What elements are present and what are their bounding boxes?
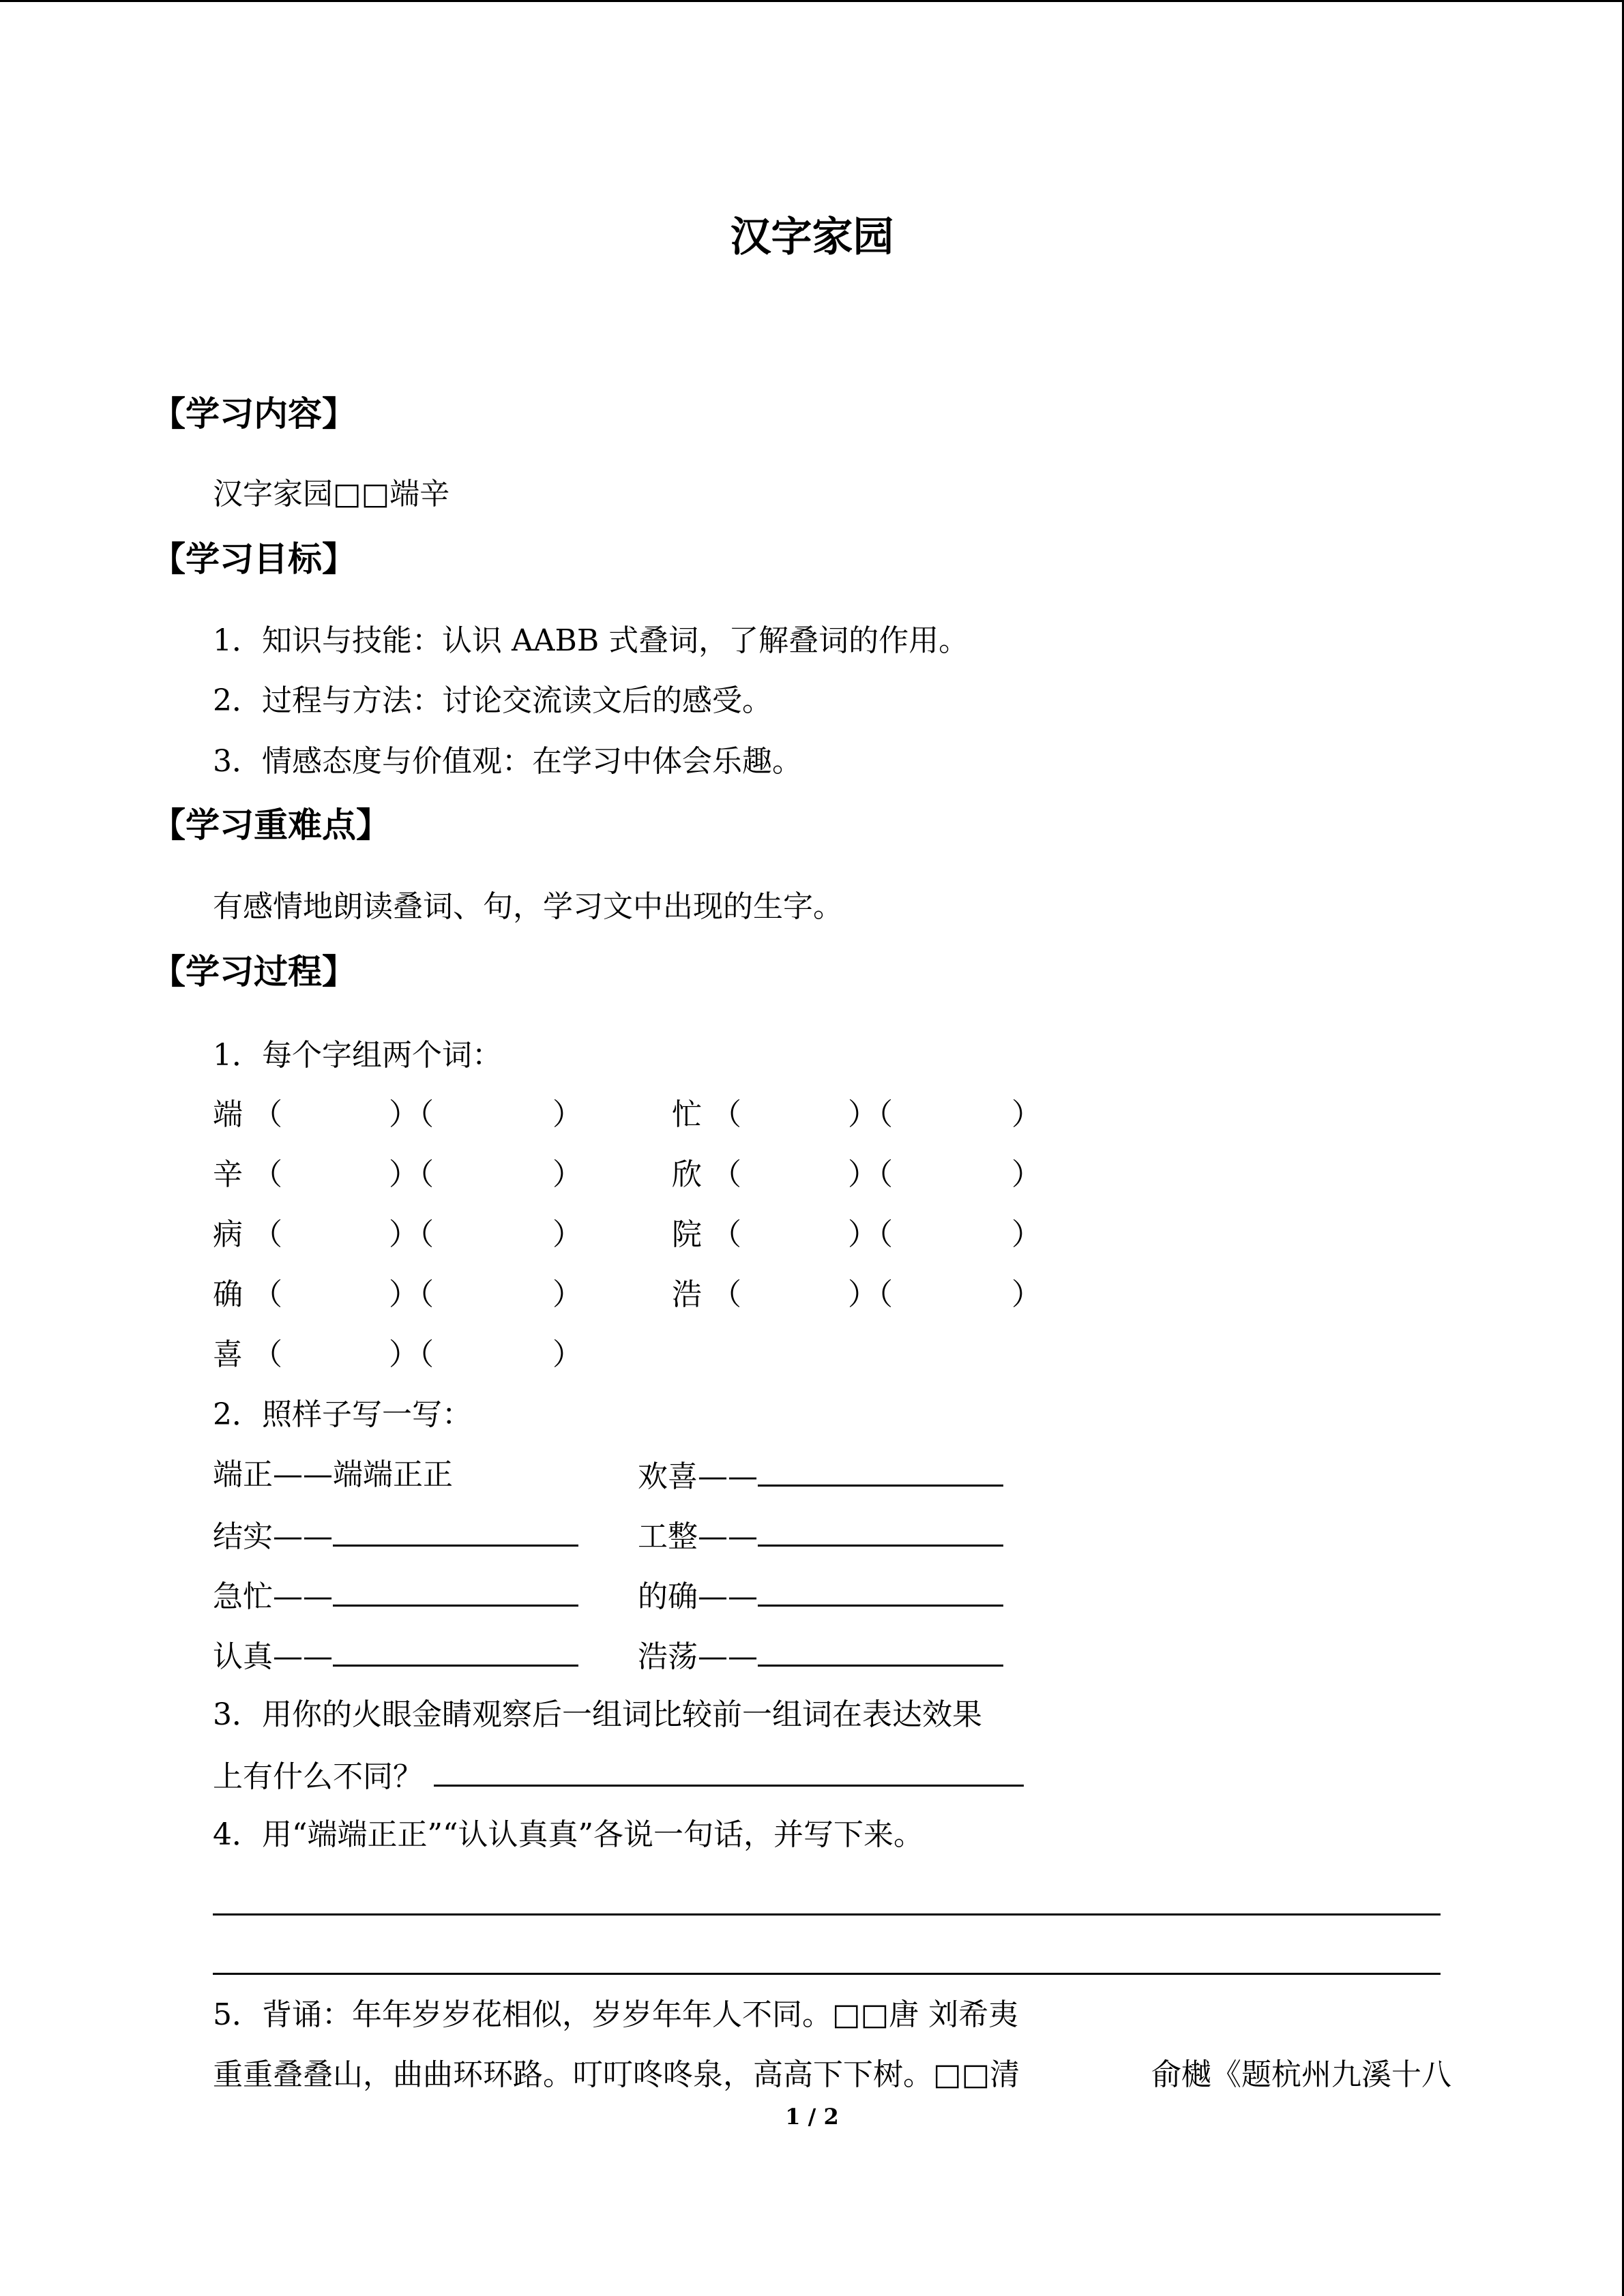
heading-key-points: 【学习重难点】 (151, 805, 390, 845)
q2-answer-blank[interactable] (758, 1635, 1003, 1667)
q4-answer-line[interactable] (213, 1973, 1441, 1975)
q1-close-paren: ） (1012, 1217, 1042, 1252)
q2-answer-blank[interactable] (333, 1575, 578, 1607)
key-points-text: 有感情地朗读叠词、句，学习文中出现的生字。 (213, 889, 843, 924)
q1-row (0, 1154, 1624, 1195)
q2-example: 端正——端端正正 (213, 1457, 453, 1492)
q1-mid-paren: ）（ (389, 1097, 434, 1132)
q2-answer-blank[interactable] (758, 1515, 1003, 1547)
heading-content: 【学习内容】 (151, 393, 356, 434)
q1-mid-paren: ）（ (848, 1277, 893, 1312)
q1-open-paren: （ (711, 1157, 741, 1192)
heading-process: 【学习过程】 (151, 951, 356, 992)
q1-char: 确 (213, 1277, 243, 1312)
q1-mid-paren: ）（ (389, 1157, 434, 1192)
q1-mid-paren: ）（ (848, 1157, 893, 1192)
q2-answer-blank[interactable] (333, 1515, 578, 1547)
goal-item: 3．情感态度与价值观：在学习中体会乐趣。 (213, 744, 802, 779)
q5-line2-source: 俞樾《题杭州九溪十八 (1151, 2057, 1451, 2092)
q1-char: 欣 (672, 1157, 702, 1192)
q1-open-paren: （ (252, 1277, 282, 1312)
q1-close-paren: ） (1012, 1097, 1042, 1132)
q2-answer-blank[interactable] (333, 1635, 578, 1667)
q1-close-paren: ） (552, 1157, 582, 1192)
q1-row (0, 1274, 1624, 1315)
q1-char: 喜 (213, 1337, 243, 1372)
q1-row (0, 1335, 1624, 1375)
q2-item: 欢喜—— (638, 1455, 1003, 1497)
q1-close-paren: ） (552, 1337, 582, 1372)
q2-item: 急忙—— (213, 1575, 578, 1617)
q1-open-paren: （ (252, 1337, 282, 1372)
q1-row (0, 1214, 1624, 1255)
q5-line2: 重重叠叠山，曲曲环环路。叮叮咚咚泉，高高下下树。□□清 (213, 2057, 1020, 2092)
q1-mid-paren: ）（ (848, 1097, 893, 1132)
q2-item: 的确—— (638, 1575, 1003, 1617)
q1-row (0, 1094, 1624, 1135)
q3-answer-blank[interactable] (434, 1755, 1024, 1787)
q1-open-paren: （ (252, 1097, 282, 1132)
q1-char: 忙 (672, 1097, 702, 1132)
q1-char: 端 (213, 1097, 243, 1132)
q1-open-paren: （ (711, 1097, 741, 1132)
q1-mid-paren: ）（ (389, 1277, 434, 1312)
q4-prompt: 4．用“端端正正”“认认真真”各说一句话，并写下来。 (213, 1817, 924, 1852)
q1-open-paren: （ (252, 1157, 282, 1192)
q1-prompt: 1．每个字组两个词： (213, 1038, 502, 1073)
q2-item: 工整—— (638, 1515, 1003, 1557)
q1-close-paren: ） (1012, 1277, 1042, 1312)
content-text: 汉字家园□□端辛 (213, 477, 450, 511)
page-number: 1 / 2 (785, 2104, 839, 2130)
q4-answer-line[interactable] (213, 1913, 1441, 1915)
q1-open-paren: （ (711, 1277, 741, 1312)
q1-close-paren: ） (552, 1097, 582, 1132)
q1-mid-paren: ）（ (389, 1337, 434, 1372)
heading-goals: 【学习目标】 (151, 539, 356, 579)
q1-close-paren: ） (552, 1277, 582, 1312)
q2-item: 认真—— (213, 1635, 578, 1678)
q1-mid-paren: ）（ (848, 1217, 893, 1252)
page-title: 汉字家园 (730, 213, 894, 261)
q1-mid-paren: ）（ (389, 1217, 434, 1252)
q1-close-paren: ） (1012, 1157, 1042, 1192)
q1-open-paren: （ (711, 1217, 741, 1252)
goal-item: 1．知识与技能：认识 AABB 式叠词，了解叠词的作用。 (213, 623, 969, 658)
q5-line1: 5．背诵：年年岁岁花相似，岁岁年年人不同。□□唐 刘希夷 (213, 1997, 1019, 2032)
q1-char: 病 (213, 1217, 243, 1252)
q1-char: 浩 (672, 1277, 702, 1312)
q2-answer-blank[interactable] (758, 1455, 1003, 1487)
q1-char: 辛 (213, 1157, 243, 1192)
q1-close-paren: ） (552, 1217, 582, 1252)
q3-line2: 上有什么不同？ (213, 1755, 1024, 1798)
q2-item: 结实—— (213, 1515, 578, 1557)
q1-open-paren: （ (252, 1217, 282, 1252)
q2-answer-blank[interactable] (758, 1575, 1003, 1607)
goal-item: 2．过程与方法：讨论交流读文后的感受。 (213, 683, 772, 718)
q3-line1: 3．用你的火眼金睛观察后一组词比较前一组词在表达效果 (213, 1697, 982, 1732)
q1-char: 院 (672, 1217, 702, 1252)
q2-prompt: 2．照样子写一写： (213, 1397, 472, 1432)
q2-item: 浩荡—— (638, 1635, 1003, 1678)
page-border-top (0, 0, 1624, 2)
